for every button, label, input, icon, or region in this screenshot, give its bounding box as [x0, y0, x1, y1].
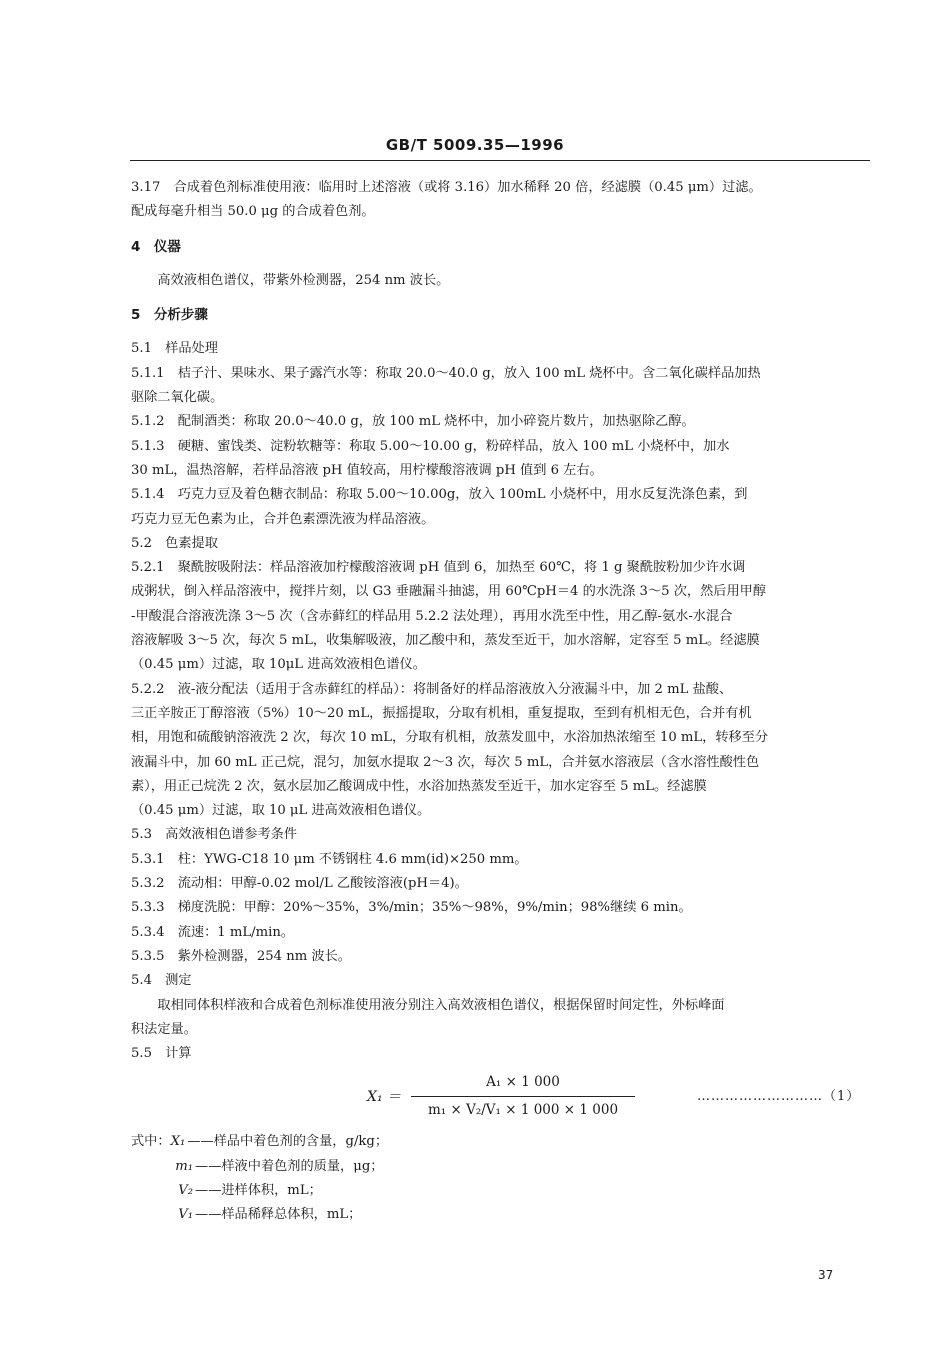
standard-header: GB/T 5009.35—1996 [385, 136, 565, 154]
clause-5-2-2-line5: 素），用正己烷洗 2 次，氨水层加乙酸调成中性，水浴加热蒸发至近干，加水定容至 5 mL。经滤膜 [131, 778, 707, 794]
clause-5-1-1-line1: 5.1.1 桔子汁、果味水、果子露汽水等：称取 20.0～40.0 g，放入 100 mL 烧杯中。含二氧化碳样品加热 [131, 365, 761, 381]
definitions-lead: 式中： [131, 1134, 171, 1150]
clause-5-2: 5.2 色素提取 [131, 535, 218, 551]
clause-5-2-2-line1: 5.2.2 液-液分配法（适用于含赤藓红的样品）：将制备好的样品溶液放入分液漏斗中，加 2 mL 盐酸、 [131, 681, 733, 697]
clause-5-1-4-line1: 5.1.4 巧克力豆及着色糖衣制品：称取 5.00～10.00g，放入 100mL 小烧杯中，用水反复洗涤色素，到 [131, 487, 748, 503]
clause-5-2-1-line3: -甲酸混合溶液洗涤 3～5 次（含赤藓红的样品用 5.2.2 法处理），再用水洗至中性，用乙醇-氨水-水混合 [131, 608, 733, 624]
clause-5-1-3-line2: 30 mL，温热溶解，若样品溶液 pH 值较高，用柠檬酸溶液调 pH 值到 6 左右。 [131, 462, 603, 478]
variable-definitions [131, 1130, 871, 1227]
definition-text: ——样品稀释总体积，mL； [195, 1207, 362, 1223]
formula-fraction [411, 1070, 635, 1122]
definition-text: ——样液中着色剂的质量，μg； [195, 1158, 384, 1174]
definition-text: ——进样体积，mL； [195, 1182, 322, 1198]
formula-lhs: X₁ ＝ [367, 1089, 402, 1106]
document-body [131, 176, 871, 1228]
clause-5-2-1-line5: （0.45 μm）过滤，取 10μL 进高效液相色谱仪。 [131, 657, 426, 673]
clause-5-2-2-line3: 相，用饱和硫酸钠溶液洗 2 次，每次 10 mL，分取有机相，放蒸发皿中，水浴加热浓缩至 10 mL，转移至分 [131, 730, 769, 746]
definition-symbol: V₂ [178, 1182, 193, 1198]
formula-1 [131, 1070, 871, 1124]
definition-symbol: X₁ [170, 1134, 186, 1150]
page-number: 37 [818, 1268, 834, 1282]
clause-3-17-line2: 配成每毫升相当 50.0 μg 的合成着色剂。 [131, 204, 375, 220]
clause-5-2-1-line4: 溶液解吸 3～5 次，每次 5 mL，收集解吸液，加乙酸中和，蒸发至近干，加水溶解，定容至 5 mL。经滤膜 [131, 633, 760, 649]
clause-5-3-5: 5.3.5 紫外检测器，254 nm 波长。 [131, 948, 351, 964]
clause-5-1-4-line2: 巧克力豆无色素为止，合并色素漂洗液为样品溶液。 [131, 511, 435, 527]
clause-5-2-1-line1: 5.2.1 聚酰胺吸附法：样品溶液加柠檬酸溶液调 pH 值到 6，加热至 60℃，将 1 g 聚酰胺粉加少许水调 [131, 560, 746, 576]
clause-5-3-3: 5.3.3 梯度洗脱：甲醇：20%～35%，3%/min；35%～98%，9%/min；98%继续 6 min。 [131, 900, 692, 916]
clause-5-5: 5.5 计算 [131, 1046, 192, 1062]
clause-3-17-line1: 3.17 合成着色剂标准使用液：临用时上述溶液（或将 3.16）加水稀释 20 倍，经滤膜（0.45 μm）过滤。 [131, 180, 762, 195]
clause-5-3-1: 5.3.1 柱：YWG-C18 10 μm 不锈钢柱 4.6 mm(id)×250 mm。 [131, 851, 528, 867]
formula-numerator: A₁ × 1 000 [411, 1070, 635, 1096]
clause-5-3: 5.3 高效液相色谱参考条件 [131, 827, 298, 843]
header-rule [130, 160, 870, 161]
definition-symbol: V₁ [178, 1207, 193, 1223]
clause-5-1-3-line1: 5.1.3 硬糖、蜜饯类、淀粉软糖等：称取 5.00～10.00 g，粉碎样品，放入 100 mL 小烧杯中，加水 [131, 438, 730, 454]
definition-row [131, 1179, 871, 1203]
equation-number: ………………………（1） [697, 1089, 861, 1105]
clause-5-1: 5.1 样品处理 [131, 341, 218, 357]
definition-row [131, 1130, 871, 1154]
formula-denominator: m₁ × V₂/V₁ × 1 000 × 1 000 [427, 1101, 619, 1118]
definition-symbol: m₁ [175, 1158, 193, 1174]
clause-5-2-2-line2: 三正辛胺正丁醇溶液（5%）10～20 mL，振摇提取，分取有机相，重复提取，至到有机相无色，合并有机 [131, 705, 752, 721]
clause-5-1-2: 5.1.2 配制酒类：称取 20.0～40.0 g，放 100 mL 烧杯中，加小碎瓷片数片，加热驱除乙醇。 [131, 414, 695, 430]
definition-row [131, 1203, 871, 1227]
clause-5-4-text-line1: 取相同体积样液和合成着色剂标准使用液分别注入高效液相色谱仪，根据保留时间定性，外标峰面 [157, 997, 725, 1013]
clause-5-4-text-line2: 积法定量。 [131, 1021, 197, 1037]
definition-text: ——样品中着色剂的含量，g/kg； [187, 1134, 389, 1150]
section-4-text: 高效液相色谱仪，带紫外检测器，254 nm 波长。 [157, 272, 450, 288]
clause-5-4: 5.4 测定 [131, 973, 192, 989]
section-5-heading: 5 分析步骤 [131, 307, 208, 324]
definition-row [131, 1155, 871, 1179]
clause-5-2-2-line6: （0.45 μm）过滤，取 10 μL 进高效液相色谱仪。 [131, 803, 431, 819]
clause-5-2-1-line2: 成粥状，倒入样品溶液中，搅拌片刻，以 G3 垂融漏斗抽滤，用 60℃pH＝4 的水洗涤 3～5 次，然后用甲醇 [131, 584, 767, 600]
clause-5-3-2: 5.3.2 流动相：甲醇-0.02 mol/L 乙酸铵溶液(pH＝4)。 [131, 876, 468, 892]
clause-5-2-2-line4: 液漏斗中，加 60 mL 正己烷，混匀，加氨水提取 2～3 次，每次 5 mL，合并氨水溶液层（含水溶性酸性色 [131, 754, 760, 770]
clause-5-3-4: 5.3.4 流速：1 mL/min。 [131, 924, 294, 940]
clause-5-1-1-line2: 驱除二氧化碳。 [131, 390, 224, 406]
section-4-heading: 4 仪器 [131, 238, 181, 255]
